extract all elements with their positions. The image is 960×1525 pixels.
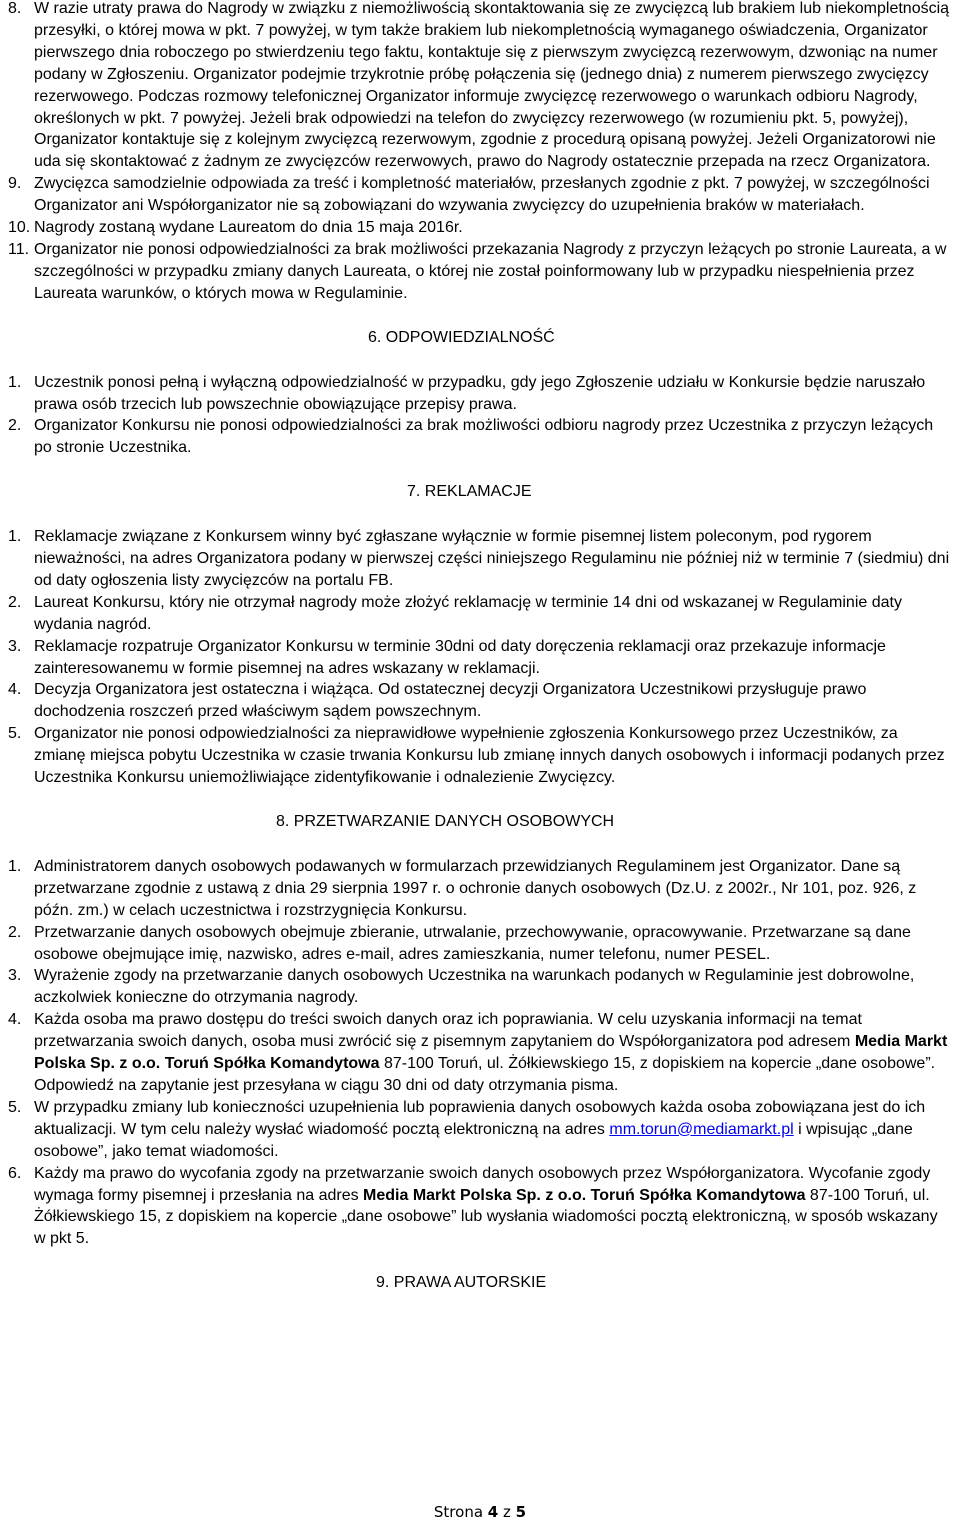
footer-prefix: Strona	[433, 1503, 488, 1521]
list-text: Laureat Konkursu, który nie otrzymał nagrody może złożyć reklamację w terminie 14 dni od wskazanej w Regulaminie daty wydania nagród.	[34, 593, 902, 633]
footer-mid: z	[498, 1503, 516, 1521]
list-number: 2.	[8, 923, 22, 941]
list-text-b: i wpisując „dane osobowe”, jako temat wiadomości.	[34, 1120, 913, 1160]
list-item-9	[8, 173, 952, 217]
section-heading-9: 9. PRAWA AUTORSKIE	[376, 1274, 547, 1292]
list-item	[8, 1009, 952, 1097]
page-footer	[0, 1503, 960, 1521]
page-number: 4	[487, 1503, 499, 1521]
list-text: Nagrody zostaną wydane Laureatom do dnia 15 maja 2016r.	[34, 219, 463, 237]
list-item	[8, 592, 952, 636]
page-total: 5	[515, 1503, 527, 1521]
list-text: Zwycięzca samodzielnie odpowiada za treść i kompletność materiałów, przesłanych zgodnie z pkt. 7 powyżej, w szczególności Organizator ani Współorganizator nie są zobowiązani do wzywania zwycięzcy do uzupełnienia braków w materiałach.	[34, 175, 930, 215]
company-name: Media Markt Polska Sp. z o.o. Toruń Spółka Komandytowa	[363, 1186, 806, 1204]
list-item-11	[8, 239, 952, 305]
list-number: 3.	[8, 967, 22, 985]
list-item	[8, 922, 952, 966]
list-item	[8, 1097, 952, 1163]
list-number: 4.	[8, 681, 22, 699]
list-text: Organizator nie ponosi odpowiedzialności za brak możliwości przekazania Nagrody z przyczyn leżących po stronie Laureata, a w szczególności w przypadku zmiany danych Laureata, o której nie został poinformowany lub w przypadku niespełnienia przez Laureata warunków, o których mowa w Regulaminie.	[34, 240, 947, 302]
list-number: 11.	[8, 240, 30, 258]
list-item	[8, 636, 952, 680]
list-item	[8, 1163, 952, 1251]
list-item-8	[8, 0, 952, 173]
list-text: Administratorem danych osobowych podawanych w formularzach przewidzianych Regulaminem jest Organizator. Dane są przetwarzane zgodnie z ustawą z dnia 29 sierpnia 1997 r. o ochronie danych osobowych (Dz.U. z 2002r., Nr 101, poz. 926, z późn. zm.) w celach uczestnictwa i rozstrzygnięcia Konkursu.	[34, 857, 917, 919]
list-item	[8, 965, 952, 1009]
list-text-b: 87-100 Toruń, ul. Żółkiewskiego 15, z dopiskiem na kopercie „dane osobowe” lub wysłania wiadomości pocztą elektroniczną, w sposób wskazany w pkt 5.	[34, 1186, 938, 1248]
list-text-a: W przypadku zmiany lub konieczności uzupełnienia lub poprawienia danych osobowych każda osoba zobowiązana jest do ich aktualizacji. W tym celu należy wysłać wiadomość pocztą elektroniczną na adres	[34, 1098, 926, 1138]
list-number: 10.	[8, 219, 31, 237]
list-number: 2.	[8, 417, 22, 435]
list-number: 3.	[8, 637, 22, 655]
list-text: Przetwarzanie danych osobowych obejmuje zbieranie, utrwalanie, przechowywanie, opracowywanie. Przetwarzane są dane osobowe obejmujące imię, nazwisko, adres e-mail, adres zamieszkania, numer telefonu, numer PESEL.	[34, 923, 911, 963]
section-heading-7: 7. REKLAMACJE	[407, 483, 532, 501]
list-text: Reklamacje rozpatruje Organizator Konkursu w terminie 30dni od daty doręczenia reklamacji oraz przekazuje informacje zainteresowanemu w formie pisemnej na adres wskazany w reklamacji.	[34, 637, 886, 677]
list-text: Organizator nie ponosi odpowiedzialności za nieprawidłowe wypełnienie zgłoszenia Konkursowego przez Uczestników, za zmianę miejsca pobytu Uczestnika w czasie trwania Konkursu lub zmianę innych danych osobowych i informacji podanych przez Uczestnika Konkursu uniemożliwiające zidentyfikowanie i odnalezienie Zwycięzcy.	[34, 725, 945, 787]
list-number: 5.	[8, 725, 22, 743]
list-item	[8, 372, 952, 416]
list-number: 1.	[8, 528, 22, 546]
list-text: Wyrażenie zgody na przetwarzanie danych osobowych Uczestnika na warunkach podanych w Regulaminie jest dobrowolne, aczkolwiek konieczne do otrzymania nagrody.	[34, 967, 915, 1007]
list-number: 9.	[8, 175, 22, 193]
company-name: Media Markt Polska Sp. z o.o. Toruń Spółka Komandytowa	[34, 1033, 948, 1073]
list-text: Reklamacje związane z Konkursem winny być zgłaszane wyłącznie w formie pisemnej listem poleconym, pod rygorem nieważności, na adres Organizatora podany w pierwszej części niniejszego Regulaminu nie później niż w terminie 7 (siedmiu) dni od daty ogłoszenia listy zwycięzców na portalu FB.	[34, 528, 950, 589]
list-number: 4.	[8, 1011, 22, 1029]
list-number: 8.	[8, 0, 22, 17]
email-link[interactable]: mm.torun@mediamarkt.pl	[609, 1120, 794, 1138]
list-section-7	[8, 526, 952, 789]
list-item	[8, 415, 952, 459]
list-text: Organizator Konkursu nie ponosi odpowiedzialności za brak możliwości odbioru nagrody przez Uczestnika z przyczyn leżących po stronie Uczestnika.	[34, 417, 934, 457]
list-number: 1.	[8, 373, 22, 391]
list-item	[8, 526, 952, 592]
list-text-a: Każda osoba ma prawo dostępu do treści swoich danych oraz ich poprawiania. W celu uzyskania informacji na temat przetwarzania swoich danych, osoba musi zwrócić się z pisemnym zapytaniem do Współorganizatora pod adresem	[34, 1011, 862, 1051]
list-section-8	[8, 856, 952, 1250]
list-number: 5.	[8, 1098, 22, 1116]
list-item	[8, 723, 952, 789]
list-text-a: Każdy ma prawo do wycofania zgody na przetwarzanie swoich danych osobowych przez Współorganizatora. Wycofanie zgody wymaga formy pisemnej i przesłania na adres	[34, 1164, 931, 1204]
list-text: Uczestnik ponosi pełną i wyłączną odpowiedzialność w przypadku, gdy jego Zgłoszenie udziału w Konkursie będzie naruszało prawa osób trzecich lub powszechnie obowiązujące przepisy prawa.	[34, 373, 926, 413]
list-number: 6.	[8, 1164, 22, 1182]
list-text: Decyzja Organizatora jest ostateczna i wiążąca. Od ostatecznej decyzji Organizatora Uczestnikowi przysługuje prawo dochodzenia roszczeń przed właściwym sądem powszechnym.	[34, 681, 867, 721]
list-item-10	[8, 217, 952, 239]
list-section-6	[8, 372, 952, 460]
list-item	[8, 679, 952, 723]
regulation-text	[8, 0, 952, 1294]
list-text-b: 87-100 Toruń, ul. Żółkiewskiego 15, z dopiskiem na kopercie „dane osobowe”. Odpowiedź na zapytanie jest przesyłana w ciągu 30 dni od daty otrzymania pisma.	[34, 1055, 936, 1094]
section-heading-6: 6. ODPOWIEDZIALNOŚĆ	[368, 328, 555, 346]
list-number: 1.	[8, 857, 22, 875]
list-text: W razie utraty prawa do Nagrody w związku z niemożliwością skontaktowania się ze zwycięzcą lub brakiem lub niekompletnością przesyłki, o której mowa w pkt. 7 powyżej, w tym także brakiem lub niekompletnością wymaganego oświadczenia, Organizator pierwszego dnia roboczego po stwierdzeniu tego faktu, kontaktuje się z pierwszym zwycięzcą rezerwowym, dzwoniąc na numer podany w Zgłoszeniu. Organizator podejmie trzykrotnie próbę połączenia się (jednego dnia) z numerem pierwszego zwycięzcy rezerwowego. Podczas rozmowy telefonicznej Organizator informuje zwycięzcę rezerwowego o warunkach odbioru Nagrody, określonych w pkt. 7 powyżej. Jeżeli brak odpowiedzi na telefon do zwycięzcy rezerwowego (w rozumieniu pkt. 5, powyżej), Organizator kontaktuje się z kolejnym zwycięzcą rezerwowym, zgodnie z procedurą opisaną powyżej. Jeżeli Organizatorowi nie uda się skontaktować z żadnym ze zwycięzców rezerwowych, prawo do Nagrody ostatecznie przepada na rzecz Organizatora.	[34, 0, 950, 171]
section-heading-8: 8. PRZETWARZANIE DANYCH OSOBOWYCH	[276, 813, 615, 830]
list-item	[8, 856, 952, 922]
list-section-5-continued	[8, 0, 952, 305]
list-number: 2.	[8, 593, 22, 611]
